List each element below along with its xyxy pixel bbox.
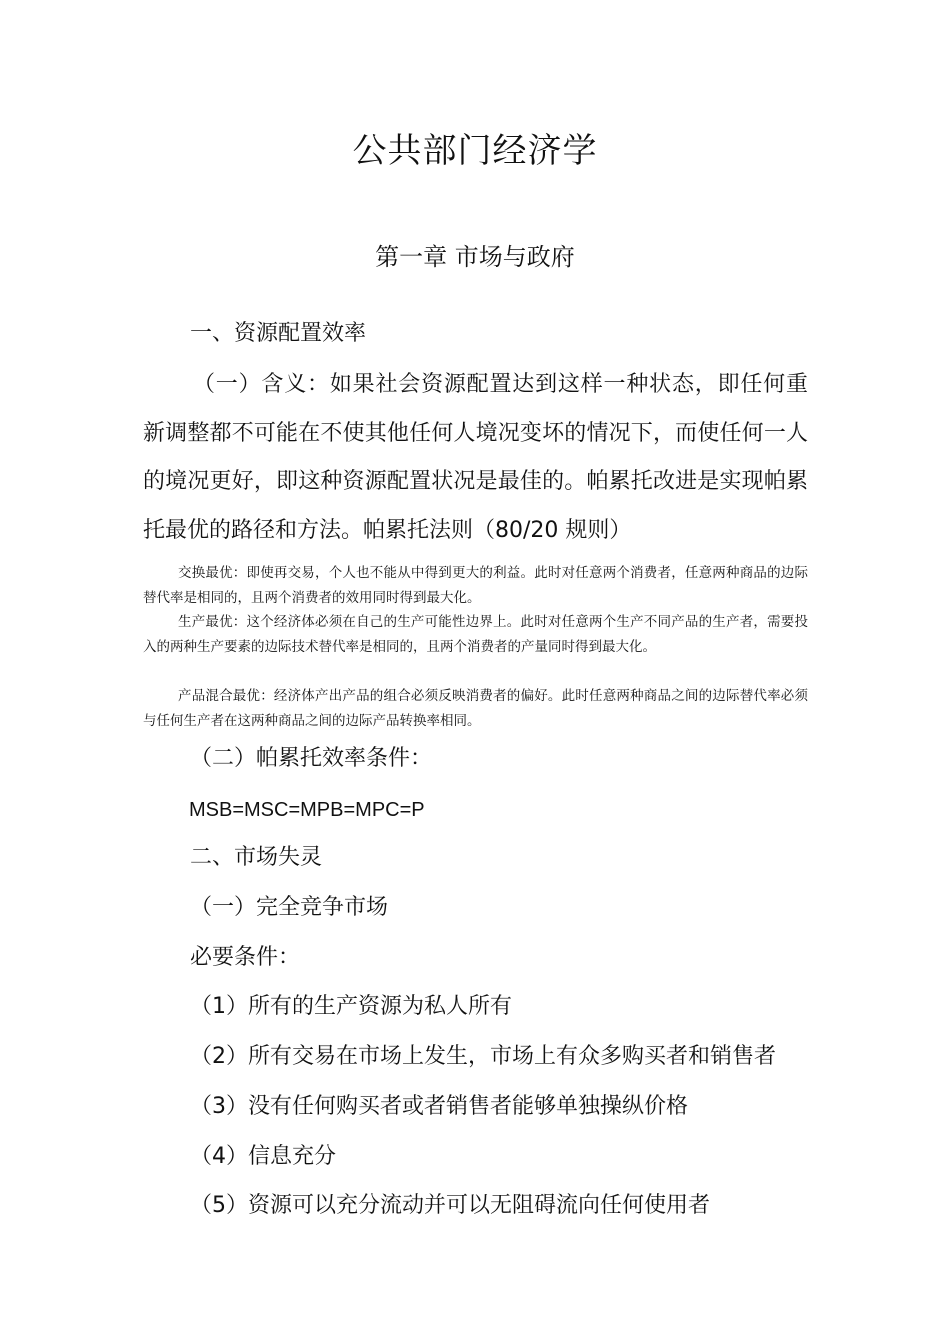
product-mix-optimum-note: 产品混合最优：经济体产出产品的组合必须反映消费者的偏好。此时任意两种商品之间的边际替代率必须与任何生产者在这两种商品之间的边际产品转换率相同。 <box>143 688 808 729</box>
document-title: 公共部门经济学 <box>352 131 598 171</box>
definition-paragraph: （一）含义：如果社会资源配置达到这样一种状态，即任何重新调整都不可能在不使其他任何人境况变坏的情况下，而使任何一人的境况更好，即这种资源配置状况是最佳的。帕累托改进是实现帕累托最优的路径和方法。帕累托法则（80/20 规则） <box>143 372 808 543</box>
perfect-competition-heading: （一）完全竞争市场 <box>190 895 389 920</box>
condition-item: （3）没有任何购买者或者销售者能够单独操纵价格 <box>190 1094 688 1119</box>
exchange-optimum-note: 交换最优：即使再交易，个人也不能从中得到更大的利益。此时对任意两个消费者，任意两种商品的边际替代率是相同的，且两个消费者的效用同时得到最大化。 <box>143 565 808 606</box>
chapter-title: 第一章 市场与政府 <box>375 243 575 271</box>
condition-item: （2）所有交易在市场上发生，市场上有众多购买者和销售者 <box>190 1044 776 1069</box>
condition-item: （4）信息充分 <box>190 1144 336 1169</box>
condition-item: （5）资源可以充分流动并可以无阻碍流向任何使用者 <box>190 1193 710 1218</box>
section-heading-market-failure: 二、市场失灵 <box>190 845 323 870</box>
conditions-label: 必要条件： <box>190 945 301 970</box>
pareto-formula: MSB=MSC=MPB=MPC=P <box>189 799 425 821</box>
section-heading-resource-efficiency: 一、资源配置效率 <box>190 321 367 346</box>
pareto-conditions-heading: （二）帕累托效率条件： <box>190 746 433 771</box>
production-optimum-note: 生产最优：这个经济体必须在自己的生产可能性边界上。此时对任意两个生产不同产品的生产者，需要投入的两种生产要素的边际技术替代率是相同的，且两个消费者的产量同时得到最大化。 <box>143 614 808 655</box>
condition-item: （1）所有的生产资源为私人所有 <box>190 994 512 1019</box>
